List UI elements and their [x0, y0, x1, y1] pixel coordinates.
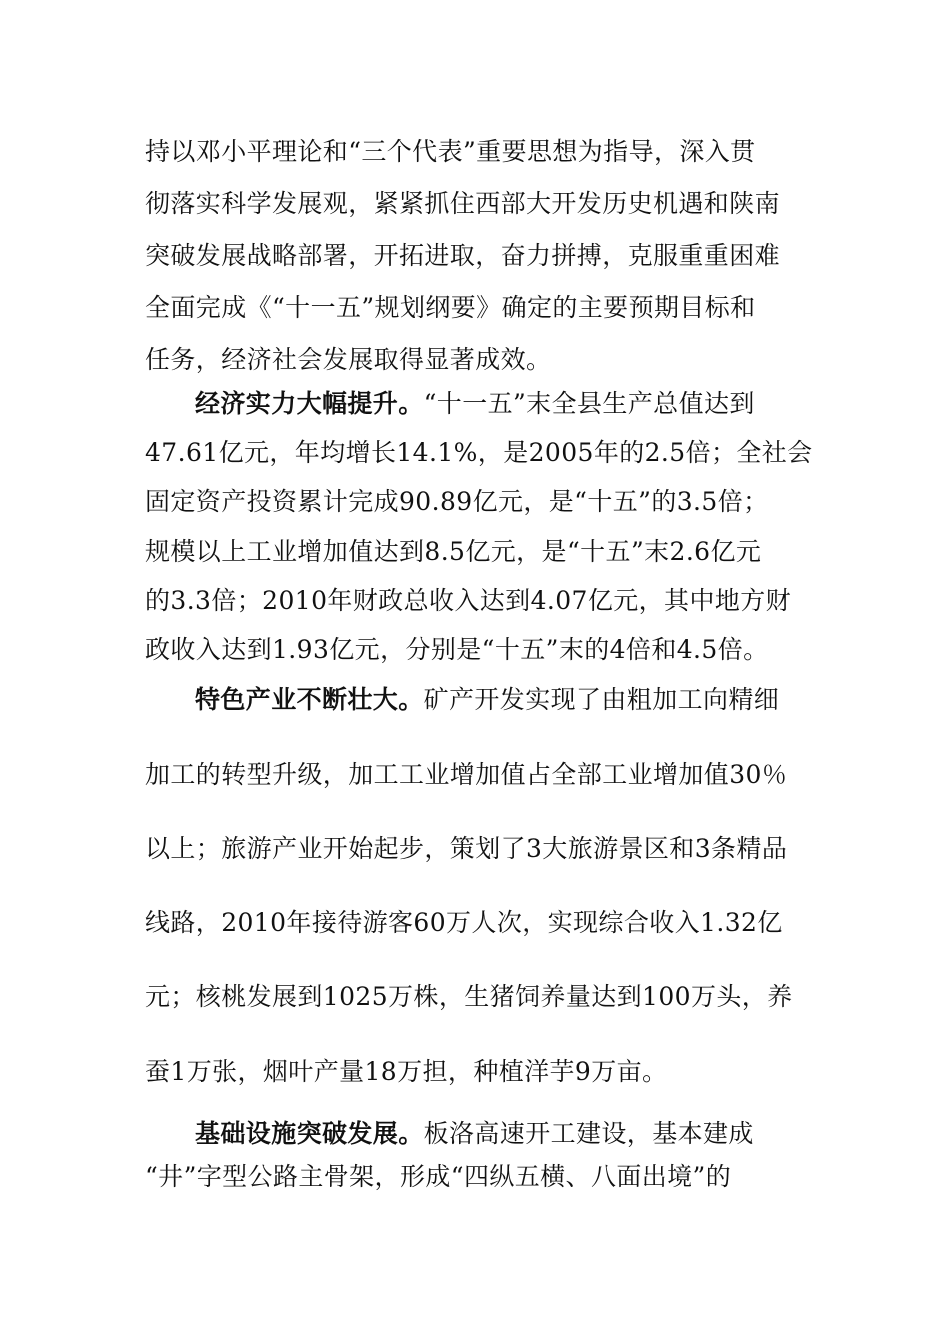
- paragraph-2-line-3: 固定资产投资累计完成90.89亿元，是“十五”的3.5倍；: [145, 487, 769, 516]
- paragraph-3-first-line: [195, 683, 807, 717]
- paragraph-1-line-1: 持以邓小平理论和“三个代表”重要思想为指导，深入贯: [145, 137, 756, 166]
- paragraph-3-line-6: 蚕1万张，烟叶产量18万担，种植洋芋9万亩。: [145, 1057, 668, 1086]
- paragraph-4-first-line-text: 板洛高速开工建设，基本建成: [423, 1119, 754, 1148]
- paragraph-3-line-5: 元；核桃发展到1025万株，生猪饲养量达到100万头，养: [145, 982, 793, 1011]
- paragraph-2-heading: 经济实力大幅提升。: [195, 389, 424, 418]
- paragraph-3-line-4: 线路，2010年接待游客60万人次，实现综合收入1.32亿: [145, 908, 783, 937]
- paragraph-1-line-3: 突破发展战略部署，开拓进取，奋力拼搏，克服重重困难: [145, 241, 781, 270]
- paragraph-4-heading: 基础设施突破发展。: [195, 1119, 424, 1148]
- paragraph-3-line-3: 以上；旅游产业开始起步，策划了3大旅游景区和3条精品: [145, 834, 788, 863]
- paragraph-4-line-2: “井”字型公路主骨架，形成“四纵五横、八面出境”的: [145, 1162, 732, 1191]
- paragraph-2-first-line: [195, 387, 807, 421]
- paragraph-1-line-2: 彻落实科学发展观，紧紧抓住西部大开发历史机遇和陕南: [145, 189, 781, 218]
- paragraph-2-first-line-text: “十一五”末全县生产总值达到: [423, 389, 755, 418]
- paragraph-2-line-6: 政收入达到1.93亿元，分别是“十五”末的4倍和4.5倍。: [145, 635, 769, 664]
- paragraph-1-line-5: 任务，经济社会发展取得显著成效。: [145, 345, 552, 374]
- paragraph-2-line-5: 的3.3倍；2010年财政总收入达到4.07亿元，其中地方财: [145, 586, 792, 615]
- paragraph-3-heading: 特色产业不断壮大。: [195, 685, 424, 714]
- paragraph-2-line-2: 47.61亿元，年均增长14.1%，是2005年的2.5倍；全社会: [145, 438, 813, 467]
- paragraph-3-first-line-text: 矿产开发实现了由粗加工向精细: [423, 685, 780, 714]
- paragraph-3-line-2: 加工的转型升级，加工工业增加值占全部工业增加值30％: [145, 760, 788, 789]
- paragraph-4-first-line: [195, 1117, 807, 1151]
- paragraph-1-line-4: 全面完成《“十一五”规划纲要》确定的主要预期目标和: [145, 293, 756, 322]
- paragraph-2-line-4: 规模以上工业增加值达到8.5亿元，是“十五”末2.6亿元: [145, 537, 762, 566]
